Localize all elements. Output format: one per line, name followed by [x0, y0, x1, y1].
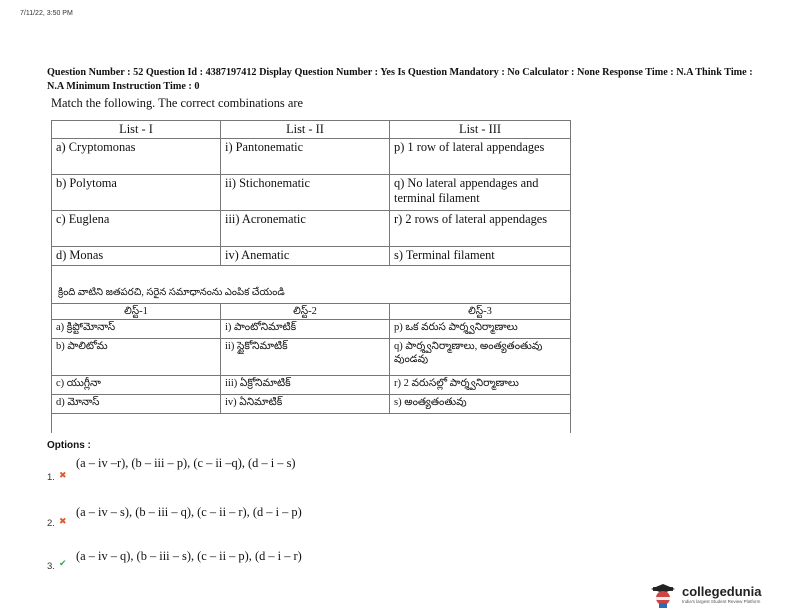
check-icon: ✔	[59, 559, 67, 569]
telugu-list-3-cell: r) 2 వరుసల్లో పార్శ్వనిర్మాణాలు	[390, 376, 571, 395]
telugu-list-2-cell: iii) ఏక్రోనిమాటిక్	[221, 376, 390, 395]
logo-name: collegedunia	[682, 584, 762, 599]
option-text: (a – iv – q), (b – iii – s), (c – ii – p), (d – i – r)	[76, 549, 302, 563]
option-number: 3.	[47, 561, 55, 572]
list-2-cell: ii) Stichonematic	[221, 175, 390, 211]
list-3-cell: r) 2 rows of lateral appendages	[390, 211, 571, 247]
options-label: Options :	[47, 440, 91, 451]
table-row	[52, 320, 571, 339]
mascot-icon	[650, 583, 676, 609]
cross-icon: ✖	[59, 471, 67, 481]
table-row	[52, 339, 571, 376]
option-number: 1.	[47, 472, 55, 483]
question-text: Match the following. The correct combinations are	[51, 96, 303, 110]
telugu-list-2-header: లిస్ట్-2	[221, 304, 390, 320]
list-1-cell: b) Polytoma	[52, 175, 221, 211]
english-match-table	[51, 120, 571, 266]
telugu-list-2-cell: ii) స్టైకోనిమాటిక్	[221, 339, 390, 376]
telugu-list-2-cell: i) పాంటోనిమాటిక్	[221, 320, 390, 339]
list-3-cell: p) 1 row of lateral appendages	[390, 139, 571, 175]
list-3-header: List - III	[390, 121, 571, 139]
telugu-list-3-header: లిస్ట్-3	[390, 304, 571, 320]
list-2-cell: iii) Acronematic	[221, 211, 390, 247]
list-3-cell: q) No lateral appendages and terminal filament	[390, 175, 571, 211]
telugu-match-table	[51, 303, 571, 414]
list-1-cell: d) Monas	[52, 247, 221, 266]
telugu-list-3-cell: s) అంత్యతంతువు	[390, 395, 571, 414]
telugu-instruction: క్రింది వాటిని జతపరచి, సరైన సమాధానంను ఎంపిక చేయండి	[58, 287, 285, 298]
telugu-list-2-cell: iv) ఏనిమాటిక్	[221, 395, 390, 414]
table-row	[52, 139, 571, 175]
table-row	[52, 395, 571, 414]
question-meta: Question Number : 52 Question Id : 4387197412 Display Question Number : Yes Is Question Mandatory : No Calculator : None Response Time : N.A Think Time : N.A Minimum Instruction Time : 0	[47, 67, 753, 92]
table-row	[52, 175, 571, 211]
cross-icon: ✖	[59, 517, 67, 527]
list-2-cell: iv) Anematic	[221, 247, 390, 266]
telugu-list-3-cell: q) పార్శ్వనిర్మాణాలు, అంత్యతంతువు వుండవు	[390, 339, 571, 376]
telugu-list-1-cell: d) మోనాస్	[52, 395, 221, 414]
table-row	[52, 376, 571, 395]
list-1-cell: a) Cryptomonas	[52, 139, 221, 175]
list-2-cell: i) Pantonematic	[221, 139, 390, 175]
option-number: 2.	[47, 518, 55, 529]
list-1-header: List - I	[52, 121, 221, 139]
table-header-row	[52, 304, 571, 320]
telugu-list-1-cell: a) క్రిప్టోమోనాస్	[52, 320, 221, 339]
list-3-cell: s) Terminal filament	[390, 247, 571, 266]
table-row	[52, 247, 571, 266]
telugu-list-3-cell: p) ఒక వరుస పార్శ్వనిర్మాణాలు	[390, 320, 571, 339]
collegedunia-logo	[650, 583, 790, 609]
telugu-list-1-cell: c) యుగ్లీనా	[52, 376, 221, 395]
logo-tagline: India's largest Student Review Platform	[682, 599, 761, 604]
telugu-list-1-header: లిస్ట్-1	[52, 304, 221, 320]
list-1-cell: c) Euglena	[52, 211, 221, 247]
list-2-header: List - II	[221, 121, 390, 139]
option-text: (a – iv –r), (b – iii – p), (c – ii –q), (d – i – s)	[76, 456, 296, 470]
telugu-list-1-cell: b) పాలిటోమ	[52, 339, 221, 376]
table-header-row	[52, 121, 571, 139]
timestamp: 7/11/22, 3:50 PM	[20, 10, 73, 17]
table-row	[52, 211, 571, 247]
option-text: (a – iv – s), (b – iii – q), (c – ii – r), (d – i – p)	[76, 505, 302, 519]
